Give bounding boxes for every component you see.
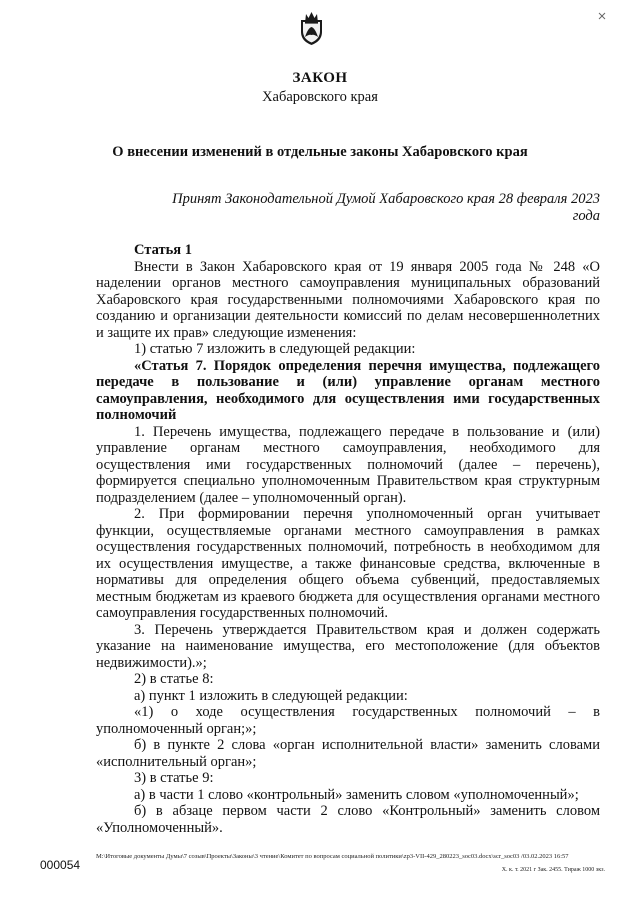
paragraph: Внести в Закон Хабаровского края от 19 января 2005 года № 248 «О наделении органов местного самоуправления муниципальных образований Хабаровского края государственными полномочиями Хабаровского края по созданию и организации деятельности комиссий по делам несовершеннолетних и защите их прав» следующие изменения: [96,258,600,341]
paragraph: а) пункт 1 изложить в следующей редакции: [134,687,408,704]
paragraph: 1. Перечень имущества, подлежащего передаче в пользование и (или) управление органам местного самоуправления, необходимого для осуществления ими государственных полномочий (далее – перечень), формируется специально уполномоченным Правительством края структурным подразделением (далее – уполномоченный орган). [96,423,600,506]
law-region: Хабаровского края [262,89,378,105]
law-subject: О внесении изменений в отдельные законы Хабаровского края [112,144,528,160]
document-body [96,242,600,836]
paragraph: 3. Перечень утверждается Правительством края и должен содержать указание на наименование имущества, его местоположение (для объектов недвижимости).»; [96,621,600,671]
paragraph: а) в части 1 слово «контрольный» заменить словом «уполномоченный»; [134,786,579,803]
paragraph: 2. При формировании перечня уполномоченный орган учитывает функции, осуществляемые органами местного самоуправления в рамках осуществления государственных полномочий, потребность в необходимом для их осуществления имуществе, а также финансовые средства, включенные в нормативы для определения общего объема субвенций, предоставляемых местным бюджетам из краевого бюджета для осуществления органами местного самоуправления государственных полномочий. [96,506,600,621]
article-heading: Статья 1 [134,242,192,258]
corner-mark-icon [598,12,606,20]
law-title: ЗАКОН [292,70,348,86]
paragraph: б) в пункте 2 слова «орган исполнительной власти» заменить словами «исполнительный орган»; [96,737,600,770]
coat-of-arms-icon [298,10,325,46]
paragraph: 1) статью 7 изложить в следующей редакции: [134,341,416,357]
paragraph: «1) о ходе осуществления государственных полномочий – в уполномоченный орган;»; [96,704,600,737]
paragraph: 2) в статье 8: [134,671,214,687]
paragraph: б) в абзаце первом части 2 слово «Контрольный» заменить словом «Уполномоченный». [96,803,600,836]
document-number: 000054 [40,858,81,872]
paragraph: 3) в статье 9: [134,770,214,786]
article-7-heading: «Статья 7. Порядок определения перечня имущества, подлежащего передаче в пользование и (или) управление органам местного самоуправления, необходимого для осуществления ими государственных полномочий [96,357,600,423]
print-info-footer: Х. к. т. 2021 г Зак. 2455. Тираж 1000 экз. [501,867,605,873]
adoption-line: Принят Законодательной Думой Хабаровского края 28 февраля 2023 года [172,191,600,224]
file-path-footer: M:\Итоговые документы Думы\7 созыв\Проекты\Законы\3 чтение\Комитет по вопросам социальной политики\zp3-VII-429_280223_soc03.docx\scr_soc03 /03.02.2023 16:57 [96,853,569,860]
